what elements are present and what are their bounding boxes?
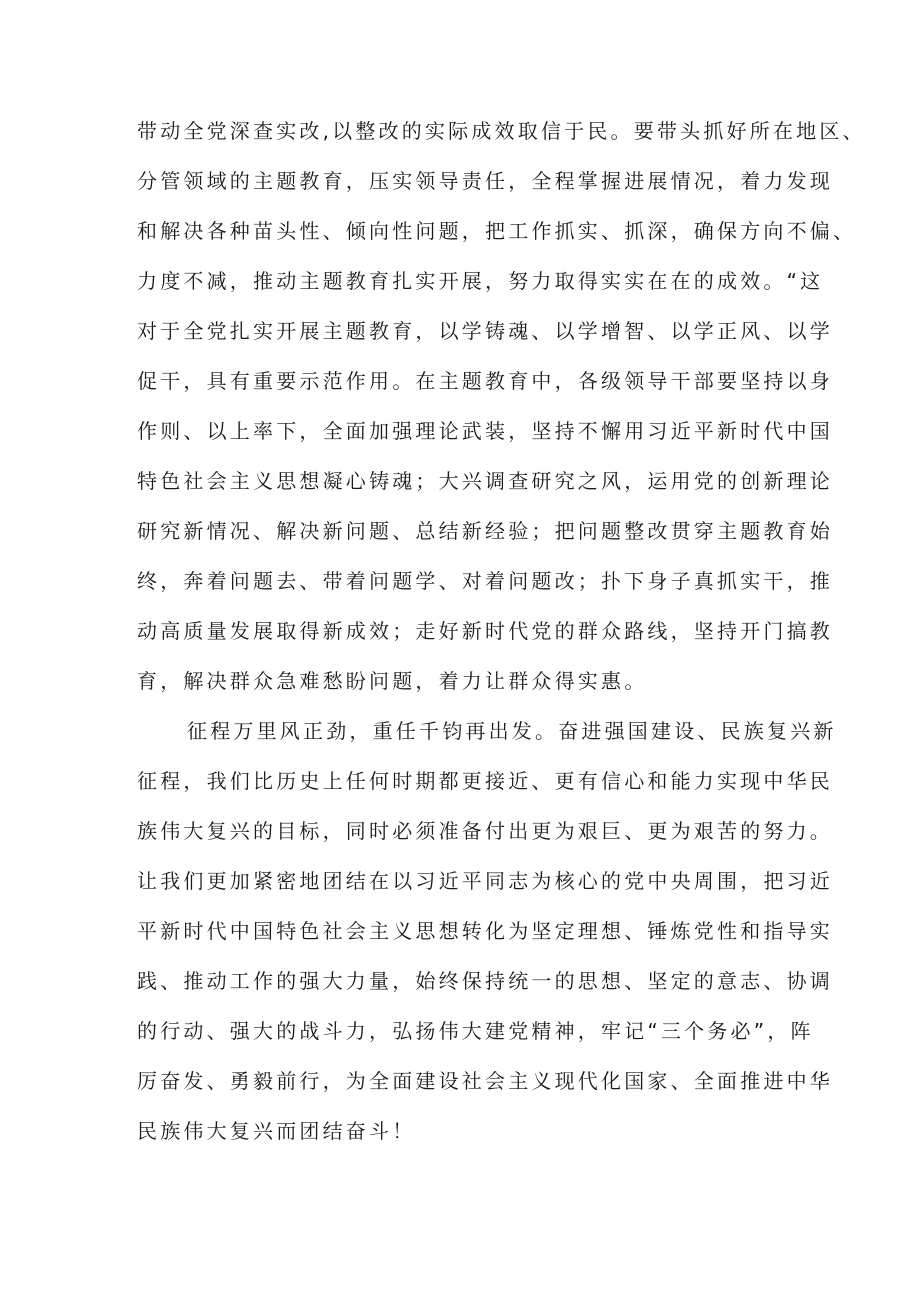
text-line: 研究新情况、解决新问题、总结新经验；把问题整改贯穿主题教育始 (137, 519, 833, 543)
text-line: 特色社会主义思想凝心铸魂；大兴调查研究之风，运用党的创新理论 (137, 469, 833, 493)
text-line: 对于全党扎实开展主题教育，以学铸魂、以学增智、以学正风、以学 (137, 319, 833, 343)
text-line: 力度不减，推动主题教育扎实开展，努力取得实实在在的成效。“这 (137, 269, 824, 293)
text-line: 作则、以上率下，全面加强理论武装，坚持不懈用习近平新时代中国 (137, 419, 833, 443)
text-line: 和解决各种苗头性、倾向性问题，把工作抓实、抓深，确保方向不偏、 (137, 219, 857, 243)
paragraph-start-line: 征程万里风正劲，重任千钧再出发。奋进强国建设、民族复兴新 (187, 719, 837, 743)
text-line: 的行动、强大的战斗力，弘扬伟大建党精神，牢记“三个务必”，阵 (137, 1019, 814, 1043)
text-line: 促干，具有重要示范作用。在主题教育中，各级领导干部要坚持以身 (137, 369, 833, 393)
text-line: 分管领域的主题教育，压实领导责任，全程掌握进展情况，着力发现 (137, 169, 833, 193)
text-line: 民族伟大复兴而团结奋斗！ (137, 1119, 416, 1143)
text-line: 征程，我们比历史上任何时期都更接近、更有信心和能力实现中华民 (137, 769, 833, 793)
text-line: 厉奋发、勇毅前行，为全面建设社会主义现代化国家、全面推进中华 (137, 1069, 833, 1093)
text-line: 族伟大复兴的目标，同时必须准备付出更为艰巨、更为艰苦的努力。 (137, 819, 833, 843)
text-line: 动高质量发展取得新成效；走好新时代党的群众路线，坚持开门搞教 (137, 619, 833, 643)
text-line: 带动全党深查实改,以整改的实际成效取信于民。要带头抓好所在地区、 (137, 119, 866, 143)
text-line: 平新时代中国特色社会主义思想转化为坚定理想、锤炼党性和指导实 (137, 919, 833, 943)
text-line: 育，解决群众急难愁盼问题，着力让群众得实惠。 (137, 669, 648, 693)
text-line: 让我们更加紧密地团结在以习近平同志为核心的党中央周围，把习近 (137, 869, 833, 893)
text-line: 终，奔着问题去、带着问题学、对着问题改；扑下身子真抓实干，推 (137, 569, 833, 593)
text-line: 践、推动工作的强大力量，始终保持统一的思想、坚定的意志、协调 (137, 969, 833, 993)
